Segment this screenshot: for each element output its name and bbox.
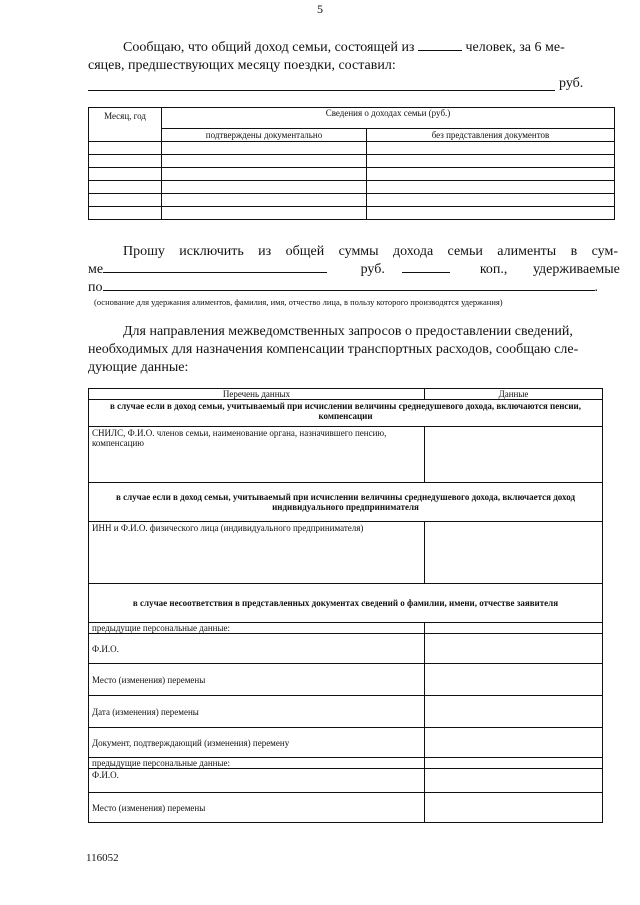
requests-line-3: дующие данные: bbox=[88, 360, 189, 375]
income-cell[interactable] bbox=[367, 155, 615, 168]
fio-cell[interactable] bbox=[425, 634, 603, 664]
intro-line-1 bbox=[123, 39, 623, 57]
alimony-me: ме bbox=[88, 262, 104, 277]
alimony-line-2 bbox=[88, 261, 618, 279]
place-cell[interactable] bbox=[425, 664, 603, 696]
intro-line-2: сяцев, предшествующих месяцу поездки, составил: bbox=[88, 58, 396, 73]
section1-row-data[interactable] bbox=[425, 427, 603, 483]
footer-code: 116052 bbox=[86, 852, 119, 864]
income-cell[interactable] bbox=[367, 168, 615, 181]
income-cell[interactable] bbox=[162, 181, 367, 194]
section1-title: в случае если в доход семьи, учитываемый при исчислении величины среднедушевого дохода, включаются пенсии, компенсации bbox=[89, 400, 603, 427]
requests-line-2: необходимых для назначения компенсации транспортных расходов, сообщаю сле- bbox=[88, 342, 579, 357]
table-row bbox=[89, 194, 615, 207]
place-label-2: Место (изменения) перемены bbox=[89, 793, 425, 823]
income-cell[interactable] bbox=[89, 168, 162, 181]
section2-row-label: ИНН и Ф.И.О. физического лица (индивидуального предпринимателя) bbox=[89, 522, 425, 584]
income-cell[interactable] bbox=[367, 142, 615, 155]
alimony-kop: коп., bbox=[479, 262, 508, 277]
prev-data-cell-2[interactable] bbox=[425, 758, 603, 769]
section2-row-data[interactable] bbox=[425, 522, 603, 584]
alimony-rub: руб. bbox=[360, 262, 385, 277]
alimony-line-1: Прошу исключить из общей суммы дохода семьи алименты в сум- bbox=[123, 244, 618, 259]
income-cell[interactable] bbox=[89, 181, 162, 194]
intro-line1-end: человек, за 6 ме- bbox=[465, 40, 565, 55]
income-cell[interactable] bbox=[89, 142, 162, 155]
income-cell[interactable] bbox=[162, 142, 367, 155]
intro-line1-start: Сообщаю, что общий доход семьи, состоящей из bbox=[123, 40, 415, 55]
family-size-field[interactable] bbox=[418, 50, 462, 51]
income-cell[interactable] bbox=[162, 168, 367, 181]
income-table bbox=[88, 107, 615, 220]
document-cell[interactable] bbox=[425, 728, 603, 758]
section1-row-label: СНИЛС, Ф.И.О. членов семьи, наименование органа, назначившего пенсию, компенсацию bbox=[89, 427, 425, 483]
table-row bbox=[89, 155, 615, 168]
place-label: Место (изменения) перемены bbox=[89, 664, 425, 696]
income-cell[interactable] bbox=[162, 194, 367, 207]
alimony-rub-field[interactable] bbox=[103, 272, 327, 273]
place-cell-2[interactable] bbox=[425, 793, 603, 823]
page-number: 5 bbox=[317, 2, 323, 16]
income-cell[interactable] bbox=[89, 155, 162, 168]
prev-data-label: предыдущие персональные данные: bbox=[89, 623, 425, 634]
date-cell[interactable] bbox=[425, 696, 603, 728]
prev-data-label-2: предыдущие персональные данные: bbox=[89, 758, 425, 769]
section2-title: в случае если в доход семьи, учитываемый при исчислении величины среднедушевого дохода, включается доход индивидуального предпринимателя bbox=[89, 483, 603, 522]
data-col-data: Данные bbox=[425, 389, 603, 400]
alimony-basis-field[interactable] bbox=[103, 290, 595, 291]
document-label: Документ, подтверждающий (изменения) перемену bbox=[89, 728, 425, 758]
date-label: Дата (изменения) перемены bbox=[89, 696, 425, 728]
intro-currency: руб. bbox=[559, 76, 584, 91]
income-col-group: Сведения о доходах семьи (руб.) bbox=[162, 108, 615, 129]
alimony-withheld: удерживаемые bbox=[532, 262, 620, 277]
prev-data-cell[interactable] bbox=[425, 623, 603, 634]
income-cell[interactable] bbox=[367, 194, 615, 207]
data-col-list: Перечень данных bbox=[89, 389, 425, 400]
alimony-kop-field[interactable] bbox=[402, 272, 450, 273]
fio-cell-2[interactable] bbox=[425, 769, 603, 793]
income-cell[interactable] bbox=[367, 207, 615, 220]
fio-label: Ф.И.О. bbox=[89, 634, 425, 664]
alimony-po: по bbox=[88, 280, 103, 295]
income-col-undocumented: без представления документов bbox=[367, 129, 615, 142]
alimony-note: (основание для удержания алиментов, фамилия, имя, отчество лица, в пользу которого производятся удержания) bbox=[94, 297, 503, 307]
data-table bbox=[88, 388, 603, 823]
income-cell[interactable] bbox=[367, 181, 615, 194]
requests-line-1: Для направления межведомственных запросов о предоставлении сведений, bbox=[123, 324, 573, 339]
income-cell[interactable] bbox=[89, 207, 162, 220]
section3-title: в случае несоответствия в представленных документах сведений о фамилии, имени, отчестве заявителя bbox=[89, 584, 603, 623]
table-row bbox=[89, 181, 615, 194]
table-row bbox=[89, 142, 615, 155]
income-cell[interactable] bbox=[89, 194, 162, 207]
total-income-field[interactable] bbox=[88, 90, 555, 91]
income-cell[interactable] bbox=[162, 207, 367, 220]
income-col-documented: подтверждены документально bbox=[162, 129, 367, 142]
alimony-line-3: по . bbox=[88, 280, 598, 295]
table-row bbox=[89, 207, 615, 220]
income-cell[interactable] bbox=[162, 155, 367, 168]
fio-label-2: Ф.И.О. bbox=[89, 769, 425, 793]
income-col-month: Месяц, год bbox=[89, 108, 162, 142]
table-row bbox=[89, 168, 615, 181]
